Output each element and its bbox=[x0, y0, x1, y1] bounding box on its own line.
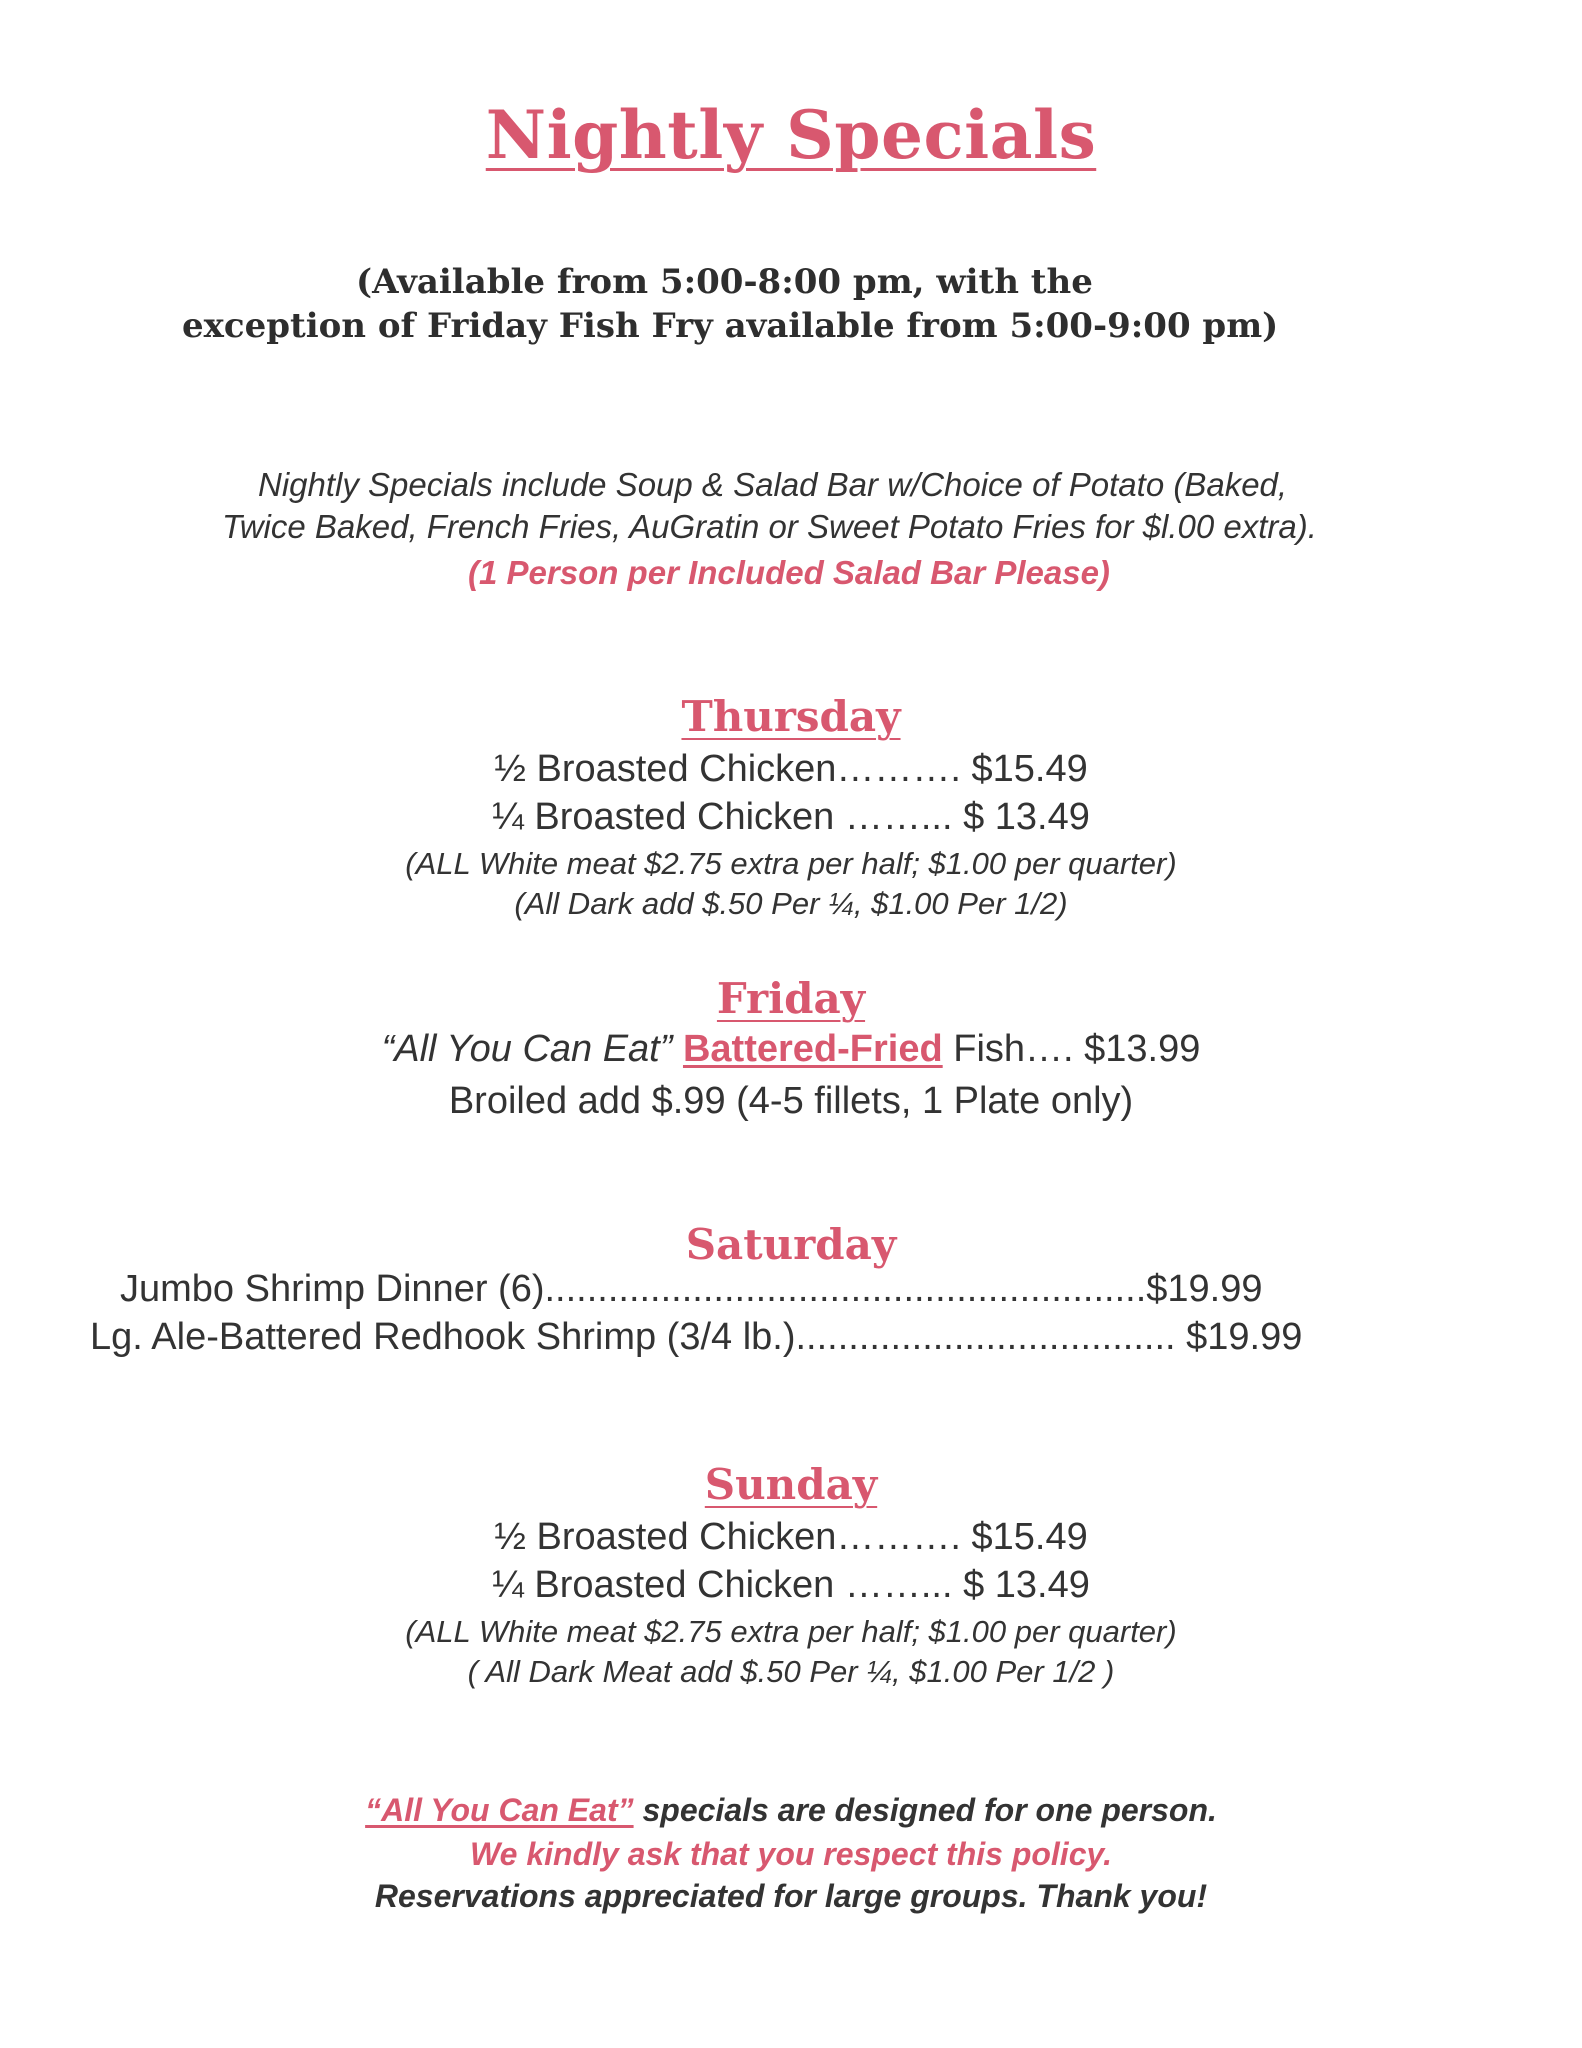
sunday-heading: Sunday bbox=[704, 1460, 878, 1509]
thursday-heading: Thursday bbox=[681, 692, 901, 741]
sunday-dark-meat-note: ( All Dark Meat add $.50 Per ¼, $1.00 Per 1/2 ) bbox=[467, 1654, 1115, 1689]
intro-line-2: Twice Baked, French Fries, AuGratin or Sweet Potato Fries for $l.00 extra). bbox=[222, 508, 1317, 545]
thursday-dark-meat-note: (All Dark add $.50 Per ¼, $1.00 Per 1/2) bbox=[514, 886, 1068, 921]
intro-salad-bar-note: (1 Person per Included Salad Bar Please) bbox=[468, 554, 1110, 591]
thursday-quarter-chicken: ¼ Broasted Chicken ……... $ 13.49 bbox=[492, 796, 1090, 838]
intro-line-1: Nightly Specials include Soup & Salad Bar w/Choice of Potato (Baked, bbox=[258, 466, 1288, 503]
availability-line-1: (Available from 5:00-8:00 pm, with the bbox=[356, 262, 1093, 302]
saturday-heading: Saturday bbox=[685, 1220, 897, 1269]
saturday-item-price: $19.99 bbox=[1146, 1268, 1263, 1310]
friday-heading: Friday bbox=[716, 974, 866, 1023]
footer-all-you-can-eat: “All You Can Eat” bbox=[365, 1792, 634, 1828]
leader-dots: .................................... bbox=[795, 1316, 1187, 1358]
saturday-item-price: $19.99 bbox=[1186, 1316, 1303, 1358]
friday-fish-price: Fish…. $13.99 bbox=[953, 1028, 1201, 1070]
footer-policy-line-1 bbox=[0, 1792, 1582, 1829]
footer-reservations-line: Reservations appreciated for large groups. Thank you! bbox=[374, 1878, 1208, 1914]
footer-policy-text: specials are designed for one person. bbox=[642, 1792, 1217, 1828]
saturday-row-jumbo-shrimp bbox=[120, 1268, 1263, 1311]
sunday-half-chicken: ½ Broasted Chicken………. $15.49 bbox=[494, 1516, 1088, 1558]
thursday-half-chicken: ½ Broasted Chicken………. $15.49 bbox=[494, 748, 1088, 790]
thursday-white-meat-note: (ALL White meat $2.75 extra per half; $1.00 per quarter) bbox=[405, 846, 1177, 881]
sunday-white-meat-note: (ALL White meat $2.75 extra per half; $1.00 per quarter) bbox=[405, 1614, 1177, 1649]
availability-line-2: exception of Friday Fish Fry available from 5:00-9:00 pm) bbox=[182, 306, 1279, 346]
saturday-item-label: Lg. Ale-Battered Redhook Shrimp (3/4 lb.) bbox=[90, 1316, 796, 1358]
friday-all-you-can-eat-label: “All You Can Eat” bbox=[381, 1028, 673, 1070]
saturday-row-redhook-shrimp bbox=[90, 1316, 1302, 1359]
friday-fish-fry-line bbox=[0, 1028, 1582, 1071]
friday-broiled-option: Broiled add $.99 (4-5 fillets, 1 Plate only) bbox=[448, 1080, 1134, 1122]
sunday-quarter-chicken: ¼ Broasted Chicken ……... $ 13.49 bbox=[492, 1564, 1090, 1606]
page-title: Nightly Specials bbox=[485, 96, 1097, 174]
footer-policy-line-2: We kindly ask that you respect this policy. bbox=[470, 1836, 1112, 1872]
friday-battered-fried-label: Battered-Fried bbox=[682, 1028, 943, 1070]
saturday-item-label: Jumbo Shrimp Dinner (6) bbox=[120, 1268, 545, 1310]
leader-dots: ......................................................... bbox=[544, 1268, 1147, 1310]
